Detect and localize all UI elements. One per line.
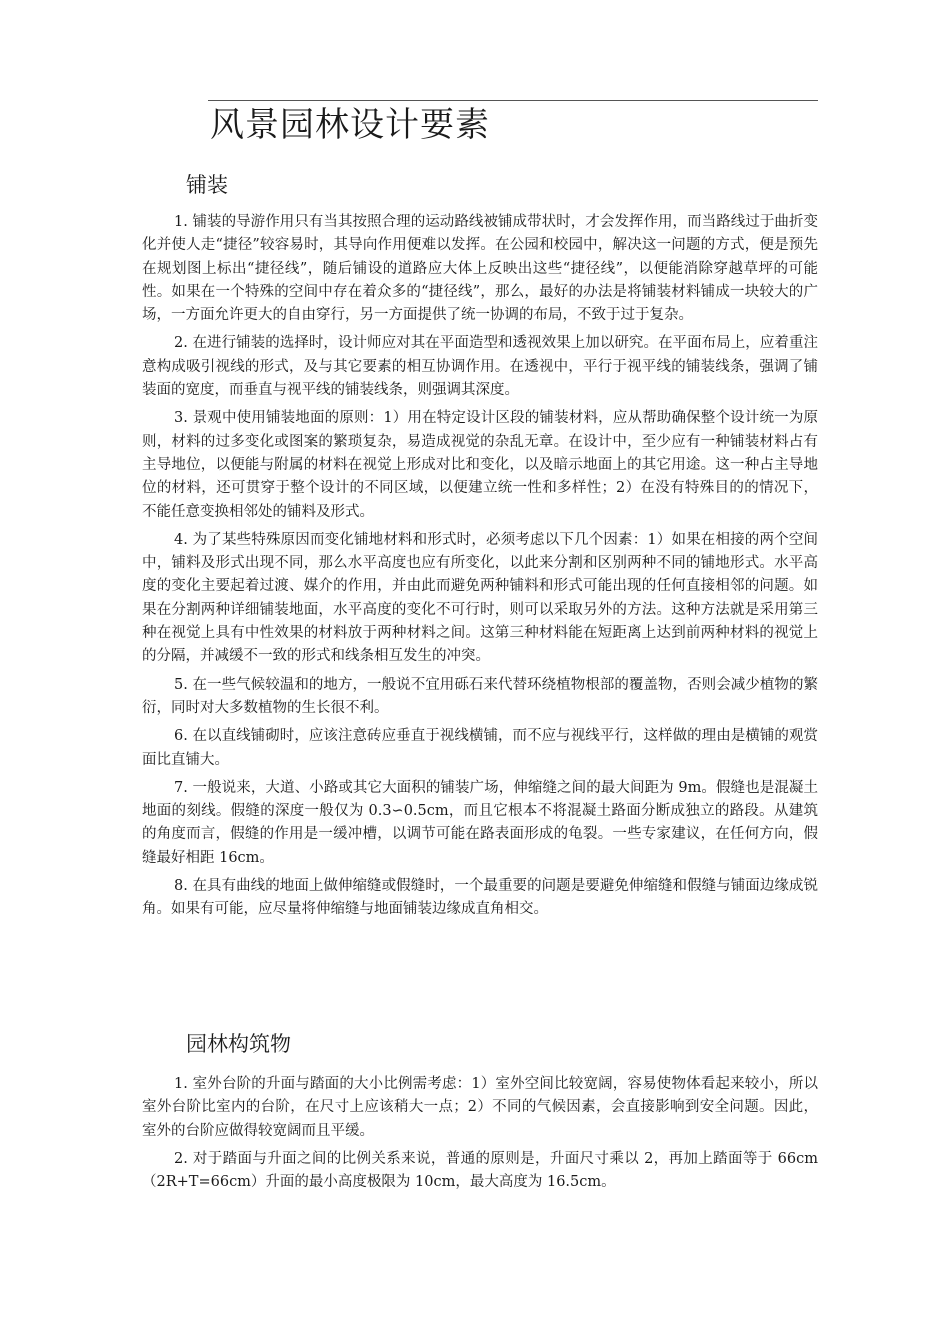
section-heading-paving: 铺装 <box>186 173 228 197</box>
paragraph: 3. 景观中使用铺装地面的原则：1）用在特定设计区段的铺装材料，应从帮助确保整个设计统一为原则，材料的过多变化或图案的繁琐复杂，易造成视觉的杂乱无章。在设计中，至少应有一种铺装材料占有主导地位，以便能与附属的材料在视觉上形成对比和变化，以及暗示地面上的其它用途。这一种占主导地位的材料，还可贯穿于整个设计的不同区域，以便建立统一性和多样性；2）在没有特殊目的的情况下，不能任意变换相邻处的铺料及形式。 <box>142 410 818 520</box>
section-heading-structures: 园林构筑物 <box>186 1032 291 1056</box>
paragraph: 1. 铺装的导游作用只有当其按照合理的运动路线被铺成带状时，才会发挥作用，而当路线过于曲折变化并使人走“捷径”较容易时，其导向作用便难以发挥。在公园和校园中，解决这一问题的方式，便是预先在规划图上标出“捷径线”，随后铺设的道路应大体上反映出这些“捷径线”，以便能消除穿越草坪的可能性。如果在一个特殊的空间中存在着众多的“捷径线”，那么，最好的办法是将铺装材料铺成一块较大的广场，一方面允许更大的自由穿行，另一方面提供了统一协调的布局，不致于过于复杂。 <box>142 214 818 324</box>
paragraph: 2. 对于踏面与升面之间的比例关系来说，普通的原则是，升面尺寸乘以 2，再加上踏面等于 66cm（2R+T=66cm）升面的最小高度极限为 10cm，最大高度为 16.5cm。 <box>142 1150 818 1191</box>
paragraph: 2. 在进行铺装的选择时，设计师应对其在平面造型和透视效果上加以研究。在平面布局上，应着重注意构成吸引视线的形式，及与其它要素的相互协调作用。在透视中，平行于视平线的铺装线条，强调了铺装面的宽度，而垂直与视平线的铺装线条，则强调其深度。 <box>142 335 818 399</box>
document-title: 风景园林设计要素 <box>210 105 490 145</box>
paragraph: 5. 在一些气候较温和的地方，一般说不宜用砾石来代替环绕植物根部的覆盖物，否则会减少植物的繁衍，同时对大多数植物的生长很不利。 <box>142 676 818 716</box>
header-rule <box>208 100 818 101</box>
section-body-paving <box>142 211 818 927</box>
paragraph: 6. 在以直线铺砌时，应该注意砖应垂直于视线横铺，而不应与视线平行，这样做的理由是横铺的观赏面比直铺大。 <box>142 728 818 768</box>
section-body-structures <box>142 1073 818 1199</box>
paragraph: 7. 一般说来，大道、小路或其它大面积的铺装广场，伸缩缝之间的最大间距为 9m。假缝也是混凝土地面的刻线。假缝的深度一般仅为 0.3∽0.5cm，而且它根本不将混凝土路面分断成独立的路段。从建筑的角度而言，假缝的作用是一缓冲槽，以调节可能在路表面形成的龟裂。一些专家建议，在任何方向，假缝最好相距 16cm。 <box>142 779 818 866</box>
paragraph: 4. 为了某些特殊原因而变化铺地材料和形式时，必须考虑以下几个因素：1）如果在相接的两个空间中，铺料及形式出现不同，那么水平高度也应有所变化，以此来分割和区别两种不同的铺地形式。水平高度的变化主要起着过渡、媒介的作用，并由此而避免两种铺料和形式可能出现的任何直接相邻的问题。如果在分割两种详细铺装地面，水平高度的变化不可行时，则可以采取另外的方法。这种方法就是采用第三种在视觉上具有中性效果的材料放于两种材料之间。这第三种材料能在短距离上达到前两种材料的视觉上的分隔，并减缓不一致的形式和线条相互发生的冲突。 <box>142 531 818 665</box>
paragraph: 1. 室外台阶的升面与踏面的大小比例需考虑：1）室外空间比较宽阔，容易使物体看起来较小，所以室外台阶比室内的台阶，在尺寸上应该稍大一点；2）不同的气候因素，会直接影响到安全问题。因此，室外的台阶应做得较宽阔而且平缓。 <box>142 1076 818 1139</box>
paragraph: 8. 在具有曲线的地面上做伸缩缝或假缝时，一个最重要的问题是要避免伸缩缝和假缝与铺面边缘成锐角。如果有可能，应尽量将伸缩缝与地面铺装边缘成直角相交。 <box>142 878 818 918</box>
